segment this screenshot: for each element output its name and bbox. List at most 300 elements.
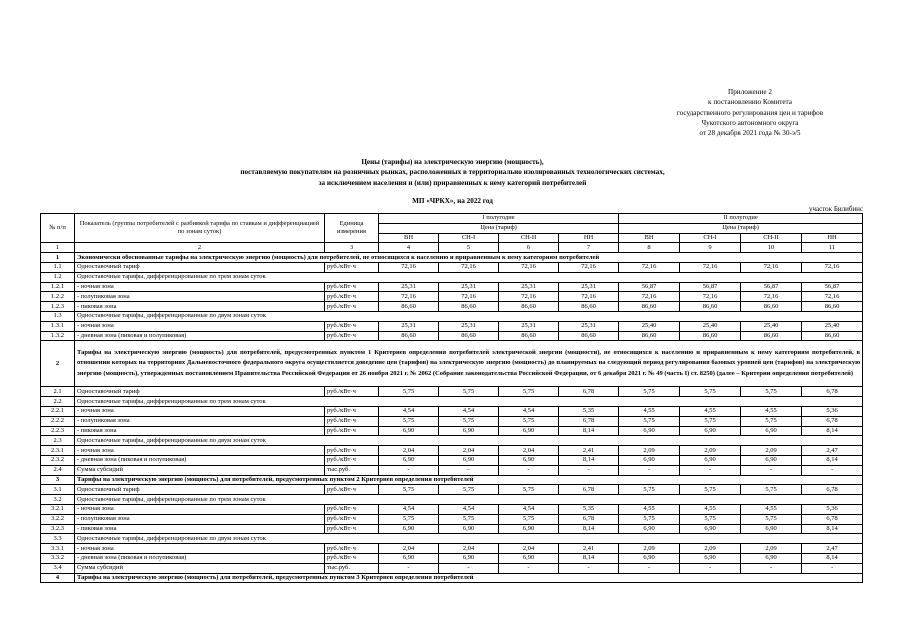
row-value: -: [802, 563, 863, 573]
header-level: СН-II: [499, 233, 559, 243]
row-number: 2.3.1: [41, 446, 75, 456]
row-value: 5,75: [741, 514, 802, 524]
row-number: 1.1: [41, 262, 75, 272]
row-value: 8,14: [559, 553, 619, 563]
row-value: 6,90: [379, 524, 439, 534]
row-value: 72,16: [680, 292, 741, 302]
row-value: 8,14: [802, 426, 863, 436]
table-row: [41, 282, 863, 292]
row-number: 2.2.1: [41, 406, 75, 416]
row-value: 72,16: [439, 292, 499, 302]
section-title: Экономически обоснованные тарифы на электрическую энергию (мощность) для потребителей, не относящихся к населению и приравненным к нему категориям потребителей: [75, 253, 863, 263]
row-number: 2.4: [41, 465, 75, 475]
row-value: -: [439, 465, 499, 475]
section-number: 1: [41, 253, 75, 263]
row-unit: руб./кВт·ч: [325, 282, 379, 292]
header-num: № п/п: [41, 214, 75, 243]
row-value: 86,60: [802, 302, 863, 312]
row-value: 4,55: [619, 504, 680, 514]
row-number: 3.2.1: [41, 504, 75, 514]
section-row: [41, 573, 863, 583]
section-row: [41, 253, 863, 263]
row-value: 6,90: [680, 455, 741, 465]
row-value: 72,16: [499, 292, 559, 302]
row-label: Одноставочный тариф: [75, 485, 325, 495]
header-level: СН-I: [439, 233, 499, 243]
column-number-row: [41, 243, 863, 253]
subsection-row: [41, 495, 863, 505]
row-value: 56,87: [741, 282, 802, 292]
row-value: 6,90: [680, 553, 741, 563]
header-price: Цена (тариф): [619, 223, 863, 233]
row-value: 86,60: [559, 331, 619, 341]
section-number: 3: [41, 475, 75, 485]
header-level: СН-II: [741, 233, 802, 243]
row-value: 5,75: [499, 485, 559, 495]
location-label: участок Билибинс: [808, 205, 863, 213]
row-value: 25,40: [802, 321, 863, 331]
table-row: [41, 262, 863, 272]
row-label: - дневная зона (пиковая и полупиковая): [75, 553, 325, 563]
row-unit: руб./кВт·ч: [325, 406, 379, 416]
header-level: СН-I: [680, 233, 741, 243]
row-value: -: [379, 465, 439, 475]
row-label: - ночная зона: [75, 446, 325, 456]
row-label: - ночная зона: [75, 406, 325, 416]
row-value: 4,55: [741, 406, 802, 416]
table-row: [41, 465, 863, 475]
row-value: 4,54: [499, 504, 559, 514]
row-label: - пиковая зона: [75, 524, 325, 534]
row-value: 6,78: [802, 514, 863, 524]
section-number: 4: [41, 573, 75, 583]
row-value: 72,16: [619, 292, 680, 302]
header-row: [41, 214, 863, 224]
row-value: 25,31: [439, 282, 499, 292]
row-unit: руб./кВт·ч: [325, 455, 379, 465]
row-number: 2.1: [41, 387, 75, 397]
header-half2: II полугодие: [619, 214, 863, 224]
appendix-line: от 28 декабря 2021 года № 30-э/5: [699, 129, 801, 138]
row-unit: руб./кВт·ч: [325, 544, 379, 554]
row-number: 1.2.3: [41, 302, 75, 312]
row-value: -: [439, 563, 499, 573]
row-value: 6,90: [439, 455, 499, 465]
row-value: 5,75: [741, 387, 802, 397]
row-unit: руб./кВт·ч: [325, 426, 379, 436]
table-row: [41, 321, 863, 331]
row-value: 72,16: [559, 262, 619, 272]
column-number: 1: [41, 243, 75, 253]
row-value: 5,75: [439, 514, 499, 524]
row-value: 5,75: [439, 485, 499, 495]
row-label: Сумма субсидий: [75, 563, 325, 573]
header-level: НН: [802, 233, 863, 243]
row-value: 86,60: [379, 302, 439, 312]
row-number: 1.3.2: [41, 331, 75, 341]
row-label: - ночная зона: [75, 504, 325, 514]
subsection-title: Одноставочные тарифы, дифференцированные по трем зонам суток: [75, 397, 863, 407]
row-value: 5,75: [499, 387, 559, 397]
subsection-title: Одноставочные тарифы, дифференцированные по трем зонам суток: [75, 272, 863, 282]
row-unit: руб./кВт·ч: [325, 302, 379, 312]
row-value: 2,47: [802, 446, 863, 456]
row-label: Одноставочный тариф: [75, 262, 325, 272]
section-number: 2: [41, 341, 75, 387]
row-value: 5,75: [680, 387, 741, 397]
table-row: [41, 504, 863, 514]
row-value: -: [559, 563, 619, 573]
row-label: - ночная зона: [75, 544, 325, 554]
row-value: 6,90: [741, 426, 802, 436]
row-value: 5,75: [741, 485, 802, 495]
row-value: 5,75: [379, 514, 439, 524]
section-row: [41, 341, 863, 387]
header-half1: I полугодие: [379, 214, 619, 224]
row-value: 2,41: [559, 544, 619, 554]
row-value: 5,36: [802, 406, 863, 416]
row-number: 3.2.3: [41, 524, 75, 534]
column-number: 6: [499, 243, 559, 253]
row-value: -: [619, 465, 680, 475]
row-value: 4,55: [680, 406, 741, 416]
subsection-row: [41, 397, 863, 407]
row-value: -: [379, 563, 439, 573]
row-label: - дневная зона (пиковая и полупиковая): [75, 331, 325, 341]
row-value: 2,04: [499, 544, 559, 554]
row-value: -: [680, 563, 741, 573]
row-number: 3.1: [41, 485, 75, 495]
row-value: -: [680, 465, 741, 475]
row-value: 6,78: [559, 387, 619, 397]
row-value: 6,90: [741, 524, 802, 534]
row-value: 86,60: [680, 331, 741, 341]
row-value: 72,16: [379, 262, 439, 272]
table-row: [41, 563, 863, 573]
subsection-title: Одноставочные тарифы, дифференцированные по двум зонам суток: [75, 534, 863, 544]
row-value: 8,14: [802, 524, 863, 534]
row-value: 25,40: [680, 321, 741, 331]
section-title: Тарифы на электрическую энергию (мощность) для потребителей, предусмотренных пунктом 2 Критериев определения потребителей: [75, 475, 863, 485]
row-value: 86,60: [439, 302, 499, 312]
row-unit: руб./кВт·ч: [325, 262, 379, 272]
row-value: 6,90: [741, 553, 802, 563]
row-value: 8,14: [559, 524, 619, 534]
subsection-number: 1.3: [41, 311, 75, 321]
row-value: 6,90: [499, 455, 559, 465]
row-label: - ночная зона: [75, 321, 325, 331]
row-value: 6,90: [680, 426, 741, 436]
row-value: 6,78: [802, 416, 863, 426]
row-label: - ночная зона: [75, 282, 325, 292]
row-number: 2.2.2: [41, 416, 75, 426]
column-number: 5: [439, 243, 499, 253]
row-value: 4,54: [379, 406, 439, 416]
row-label: - полупиковая зона: [75, 416, 325, 426]
row-label: - пиковая зона: [75, 302, 325, 312]
row-number: 3.3.1: [41, 544, 75, 554]
row-value: 6,90: [379, 426, 439, 436]
table-row: [41, 455, 863, 465]
row-unit: руб./кВт·ч: [325, 292, 379, 302]
row-number: 2.2.3: [41, 426, 75, 436]
row-value: 2,09: [741, 446, 802, 456]
row-value: 6,90: [379, 455, 439, 465]
row-value: 25,40: [619, 321, 680, 331]
row-value: 5,75: [379, 387, 439, 397]
row-value: 86,60: [741, 302, 802, 312]
row-label: Сумма субсидий: [75, 465, 325, 475]
subsection-number: 1.2: [41, 272, 75, 282]
row-label: - дневная зона (пиковая и полупиковая): [75, 455, 325, 465]
row-value: 5,75: [499, 514, 559, 524]
row-value: 8,14: [559, 426, 619, 436]
row-value: 6,90: [439, 524, 499, 534]
column-number: 2: [75, 243, 325, 253]
row-value: 6,78: [802, 485, 863, 495]
row-value: 72,16: [741, 292, 802, 302]
row-value: 6,90: [379, 553, 439, 563]
row-value: 6,90: [619, 455, 680, 465]
row-value: 5,36: [802, 504, 863, 514]
row-value: 6,90: [619, 553, 680, 563]
table-row: [41, 416, 863, 426]
row-value: 5,75: [680, 485, 741, 495]
row-value: 2,09: [619, 544, 680, 554]
row-value: 4,54: [379, 504, 439, 514]
row-value: 6,78: [559, 485, 619, 495]
row-value: 86,60: [680, 302, 741, 312]
row-value: 6,90: [439, 426, 499, 436]
row-value: 6,78: [802, 387, 863, 397]
row-value: 86,60: [619, 331, 680, 341]
row-value: 5,75: [619, 416, 680, 426]
subsection-title: Одноставочные тарифы, дифференцированные по двум зонам суток: [75, 436, 863, 446]
row-value: 6,90: [499, 553, 559, 563]
row-value: 86,60: [379, 331, 439, 341]
row-unit: руб./кВт·ч: [325, 514, 379, 524]
appendix-line: Приложение 2: [728, 88, 772, 96]
row-value: 5,75: [680, 514, 741, 524]
table-row: [41, 524, 863, 534]
row-value: 56,87: [802, 282, 863, 292]
row-number: 3.2.2: [41, 514, 75, 524]
header-level: НН: [559, 233, 619, 243]
appendix-line: государственного регулирования цен и тарифов: [676, 108, 824, 117]
table-row: [41, 514, 863, 524]
row-value: 86,60: [802, 331, 863, 341]
row-value: 4,54: [499, 406, 559, 416]
column-number: 8: [619, 243, 680, 253]
row-value: 5,75: [379, 485, 439, 495]
row-value: 72,16: [741, 262, 802, 272]
appendix-block: [600, 87, 900, 138]
row-value: 86,60: [439, 331, 499, 341]
header-indicator: Показатель (группы потребителей с разбивкой тарифа по ставкам и дифференциацией по зонам суток): [75, 214, 325, 243]
appendix-line: Чукотского автономного округа: [701, 118, 799, 127]
row-value: 56,87: [619, 282, 680, 292]
row-value: 5,75: [379, 416, 439, 426]
row-label: - полупиковая зона: [75, 514, 325, 524]
title-line: за исключением населения и (или) приравненных к нему категорий потребителей: [318, 178, 587, 187]
row-number: 3.3.2: [41, 553, 75, 563]
row-value: 5,75: [619, 514, 680, 524]
row-value: 4,55: [741, 504, 802, 514]
row-label: Одноставочный тариф: [75, 387, 325, 397]
row-value: 4,54: [439, 504, 499, 514]
row-unit: руб./кВт·ч: [325, 387, 379, 397]
appendix-line: к постановлению Комитета: [708, 98, 792, 107]
row-value: 25,31: [379, 282, 439, 292]
row-value: 2,09: [741, 544, 802, 554]
row-unit: тыс.руб.: [325, 563, 379, 573]
row-unit: руб./кВт·ч: [325, 504, 379, 514]
row-value: -: [499, 563, 559, 573]
row-value: 5,75: [619, 387, 680, 397]
row-value: 25,31: [439, 321, 499, 331]
row-value: 5,75: [499, 416, 559, 426]
row-value: 4,55: [680, 504, 741, 514]
section-title: Тарифы на электрическую энергию (мощность) для потребителей, предусмотренных пунктом 1 Критериев определения потребителей электрической энергии (мощности), не относящихся к населению и приравненным к нему категориям потребителей, в отношении которых на территориях Дальневосточного федерального округа осуществляется доведение цен (тарифов) на электрическую энергию (мощность) до планируемых на следующий период регулирования базовых уровней цен (тарифов) на электрическую энергию (мощность), утвержденных постановлением Правительства Российской Федерации от 26 ноября 2021 г. № 2062 (Собрание законодательства Российской Федерации, от 6 декабря 2021 г. № 49 (часть I) ст. 8250) (далее – Критерии определения потребителей): [75, 341, 863, 387]
row-unit: руб./кВт·ч: [325, 416, 379, 426]
row-number: 2.3.2: [41, 455, 75, 465]
row-number: 1.3.1: [41, 321, 75, 331]
row-value: -: [559, 465, 619, 475]
row-value: 2,04: [499, 446, 559, 456]
row-value: -: [499, 465, 559, 475]
row-value: 25,31: [499, 321, 559, 331]
row-value: 25,31: [499, 282, 559, 292]
row-value: 72,16: [802, 262, 863, 272]
row-value: 5,75: [741, 416, 802, 426]
tariff-table: [40, 213, 863, 583]
subsection-number: 3.3: [41, 534, 75, 544]
header-unit: Единица измерения: [325, 214, 379, 243]
row-value: -: [741, 465, 802, 475]
title-line: Цены (тарифы) на электрическую энергию (мощность),: [361, 158, 544, 166]
section-title: Тарифы на электрическую энергию (мощность) для потребителей, предусмотренных пунктом 3 Критериев определения потребителей: [75, 573, 863, 583]
row-unit: руб./кВт·ч: [325, 485, 379, 495]
column-number: 7: [559, 243, 619, 253]
subsection-number: 2.3: [41, 436, 75, 446]
row-value: 72,16: [439, 262, 499, 272]
row-value: 72,16: [499, 262, 559, 272]
row-number: 3.4: [41, 563, 75, 573]
row-value: 72,16: [680, 262, 741, 272]
row-value: 5,35: [559, 504, 619, 514]
section-row: [41, 475, 863, 485]
row-value: 5,75: [619, 485, 680, 495]
row-value: 6,90: [499, 426, 559, 436]
row-value: 8,14: [802, 455, 863, 465]
row-value: 6,78: [559, 416, 619, 426]
title-line: поставляемую покупателям на розничных рынках, расположенных в территориально изолированных технологических системах,: [240, 168, 665, 177]
table-row: [41, 406, 863, 416]
row-unit: руб./кВт·ч: [325, 446, 379, 456]
row-value: 2,41: [559, 446, 619, 456]
row-value: 6,78: [559, 514, 619, 524]
row-value: 2,09: [680, 446, 741, 456]
subsection-row: [41, 272, 863, 282]
row-value: 2,04: [439, 544, 499, 554]
row-value: -: [741, 563, 802, 573]
row-unit: руб./кВт·ч: [325, 331, 379, 341]
subsection-row: [41, 534, 863, 544]
table-row: [41, 426, 863, 436]
subsection-title: Одноставочные тарифы, дифференцированные по трем зонам суток: [75, 495, 863, 505]
table-row: [41, 387, 863, 397]
row-value: 6,90: [499, 524, 559, 534]
row-value: 6,90: [619, 426, 680, 436]
table-row: [41, 302, 863, 312]
row-value: 86,60: [499, 302, 559, 312]
subsection-row: [41, 311, 863, 321]
header-level: ВН: [619, 233, 680, 243]
row-value: 86,60: [499, 331, 559, 341]
table-row: [41, 485, 863, 495]
column-number: 10: [741, 243, 802, 253]
table-row: [41, 331, 863, 341]
row-value: 2,09: [619, 446, 680, 456]
row-value: 6,90: [741, 455, 802, 465]
document-title: [0, 157, 905, 188]
subsection-title: Одноставочные тарифы, дифференцированные по двум зонам суток: [75, 311, 863, 321]
row-number: 1.2.2: [41, 292, 75, 302]
row-value: 5,75: [680, 416, 741, 426]
row-value: 72,16: [619, 262, 680, 272]
row-value: 6,90: [619, 524, 680, 534]
row-value: 5,35: [559, 406, 619, 416]
row-value: 25,40: [741, 321, 802, 331]
column-number: 4: [379, 243, 439, 253]
subsection-row: [41, 436, 863, 446]
row-value: 2,04: [379, 446, 439, 456]
tariff-table-body: [41, 214, 863, 583]
row-value: 2,04: [439, 446, 499, 456]
row-value: 72,16: [559, 292, 619, 302]
row-unit: руб./кВт·ч: [325, 553, 379, 563]
row-unit: руб./кВт·ч: [325, 524, 379, 534]
document-subtitle: МП «ЧРКХ», на 2022 год: [412, 197, 493, 205]
row-value: 2,47: [802, 544, 863, 554]
row-value: 6,90: [439, 553, 499, 563]
row-value: -: [619, 563, 680, 573]
row-label: - пиковая зона: [75, 426, 325, 436]
row-value: 86,60: [619, 302, 680, 312]
table-row: [41, 446, 863, 456]
row-value: 72,16: [802, 292, 863, 302]
row-value: 2,04: [379, 544, 439, 554]
subsection-number: 3.2: [41, 495, 75, 505]
table-row: [41, 292, 863, 302]
row-label: - полупиковая зона: [75, 292, 325, 302]
column-number: 9: [680, 243, 741, 253]
table-row: [41, 553, 863, 563]
header-level: ВН: [379, 233, 439, 243]
row-value: 4,54: [439, 406, 499, 416]
subsection-number: 2.2: [41, 397, 75, 407]
row-value: 25,31: [559, 321, 619, 331]
column-number: 3: [325, 243, 379, 253]
row-value: 8,14: [802, 553, 863, 563]
row-value: 72,16: [379, 292, 439, 302]
row-unit: руб./кВт·ч: [325, 321, 379, 331]
row-value: 5,75: [439, 387, 499, 397]
row-value: 86,60: [741, 331, 802, 341]
header-price: Цена (тариф): [379, 223, 619, 233]
row-value: 86,60: [559, 302, 619, 312]
row-value: 2,09: [680, 544, 741, 554]
